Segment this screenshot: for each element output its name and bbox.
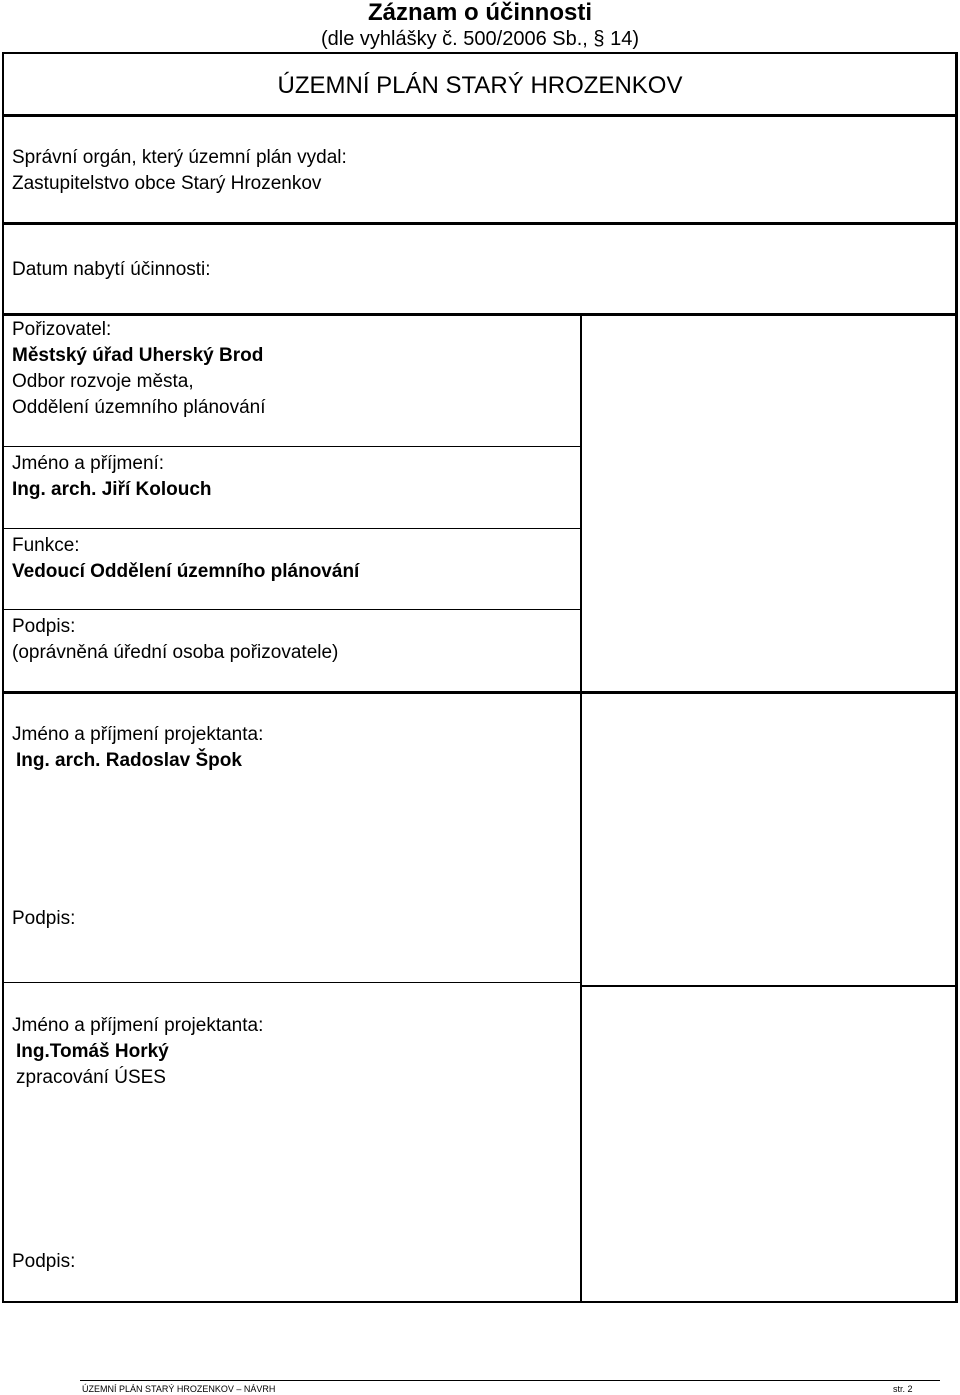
procurer-dept-2: Oddělení územního plánování — [12, 397, 266, 418]
record-title: Záznam o účinnosti — [367, 0, 592, 26]
function-label: Funkce: — [12, 535, 80, 556]
designer2-signature-label: Podpis: — [12, 1251, 76, 1272]
person-name: Ing. arch. Jiří Kolouch — [12, 479, 212, 500]
issuer-value: Zastupitelstvo obce Starý Hrozenkov — [12, 173, 322, 194]
separator-procurer — [2, 446, 581, 447]
person-label: Jméno a příjmení: — [12, 453, 165, 474]
designer1-label: Jméno a příjmení projektanta: — [12, 724, 264, 745]
footer-left: ÚZEMNÍ PLÁN STARÝ HROZENKOV – NÁVRH — [82, 1384, 276, 1394]
procurer-dept-1: Odbor rozvoje města, — [12, 371, 194, 392]
designer2-label: Jméno a příjmení projektanta: — [12, 1015, 264, 1036]
footer-page-number: str. 2 — [893, 1384, 913, 1394]
function-value: Vedoucí Oddělení územního plánování — [12, 561, 360, 582]
procurer-signature-area[interactable] — [583, 316, 957, 690]
column-divider — [580, 315, 582, 1303]
procurer-signature-label: Podpis: — [12, 616, 76, 637]
separator-plan-title — [2, 114, 958, 117]
separator-issuer — [2, 222, 958, 225]
plan-title: ÚZEMNÍ PLÁN STARÝ HROZENKOV — [277, 72, 683, 99]
separator-designer1 — [2, 982, 581, 983]
effective-date-label: Datum nabytí účinnosti: — [12, 259, 211, 280]
designer1-signature-area[interactable] — [583, 694, 957, 984]
designer2-note: zpracování ÚSES — [16, 1067, 166, 1088]
record-subtitle: (dle vyhlášky č. 500/2006 Sb., § 14) — [321, 28, 639, 50]
separator-person — [2, 528, 581, 529]
separator-right-designer — [581, 985, 958, 987]
procurer-label: Pořizovatel: — [12, 319, 112, 340]
separator-function — [2, 609, 581, 610]
footer-rule — [80, 1380, 940, 1381]
designer2-name: Ing.Tomáš Horký — [16, 1041, 169, 1062]
designer2-signature-area[interactable] — [583, 988, 957, 1301]
designer1-name: Ing. arch. Radoslav Špok — [16, 750, 242, 771]
issuer-label: Správní orgán, který územní plán vydal: — [12, 147, 347, 168]
designer1-signature-label: Podpis: — [12, 908, 76, 929]
procurer-signature-note: (oprávněná úřední osoba pořizovatele) — [12, 642, 339, 663]
procurer-name: Městský úřad Uherský Brod — [12, 345, 264, 366]
